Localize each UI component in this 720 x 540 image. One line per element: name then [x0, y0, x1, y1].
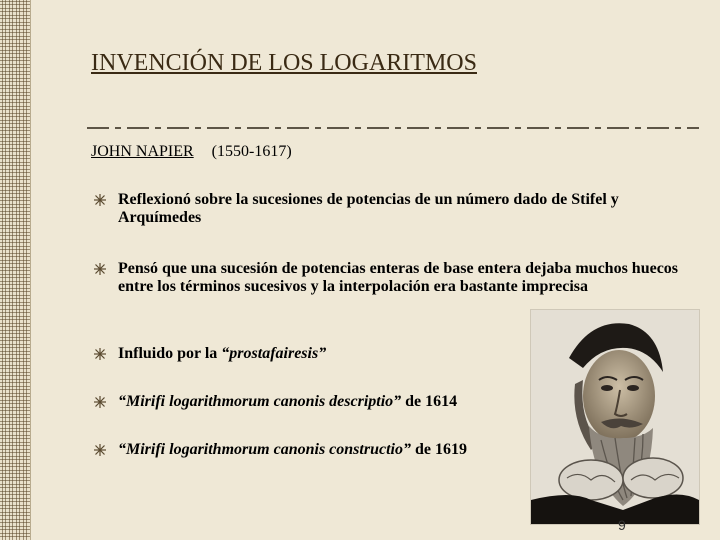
- subtitle-years: (1550-1617): [211, 143, 292, 160]
- bullet-item: [90, 393, 540, 411]
- page-number: 9: [618, 517, 626, 533]
- ornament-bullet-icon: [90, 444, 110, 456]
- slide-title: INVENCIÓN DE LOS LOGARITMOS: [91, 50, 477, 76]
- slide-subtitle: [91, 143, 292, 161]
- bullet-text: Reflexionó sobre la sucesiones de potencias de un número dado de Stifel y Arquímedes: [118, 191, 619, 226]
- bullet-text: [118, 345, 326, 363]
- ornament-bullet-icon: [90, 396, 110, 408]
- bullet-text: [118, 393, 457, 411]
- ornament-bullet-icon: [90, 348, 110, 360]
- bullet-text-italic: “Mirifi logarithmorum canonis constructio”: [118, 441, 411, 458]
- bullet-item: [90, 441, 540, 459]
- bullet-text-plain: de 1614: [401, 393, 458, 410]
- subtitle-name: JOHN NAPIER: [91, 143, 194, 160]
- ornament-bullet-icon: [90, 194, 110, 206]
- bullet-text: [118, 441, 467, 459]
- bullet-text-plain: Influido por la: [118, 345, 222, 362]
- bullet-text-italic: “Mirifi logarithmorum canonis descriptio”: [118, 393, 402, 410]
- dash-dot-divider: [87, 121, 699, 135]
- bullet-text: Pensó que una sucesión de potencias enteras de base entera dejaba muchos huecos entre los términos sucesivos y la interpolación era bastante imprecisa: [118, 260, 679, 295]
- decorative-left-border: [0, 0, 31, 540]
- bullet-item: [90, 345, 540, 363]
- bullet-text-plain: de 1619: [410, 441, 467, 458]
- bullet-item: [90, 191, 690, 227]
- ornament-bullet-icon: [90, 263, 110, 275]
- bullet-item: [90, 260, 690, 296]
- portrait-engraving-icon: [531, 310, 699, 524]
- bullet-text-italic: “prostafairesis”: [221, 345, 327, 362]
- portrait-image: [530, 309, 700, 525]
